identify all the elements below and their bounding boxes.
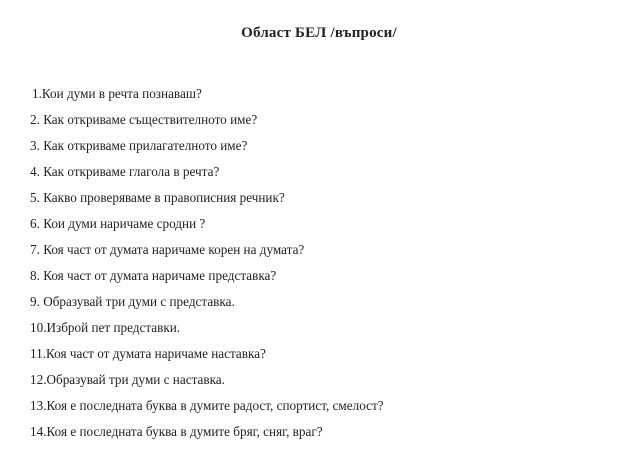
question-list — [30, 84, 384, 448]
question-item: 4. Как откриваме глагола в речта? — [30, 164, 220, 179]
page-title: Област БЕЛ /въпроси/ — [241, 25, 397, 41]
question-item: 10.Изброй пет представки. — [30, 320, 181, 335]
question-item: 14.Коя е последната буква в думите бряг, сняг, враг? — [30, 424, 323, 439]
question-item: 12.Образувай три думи с наставка. — [30, 372, 225, 387]
question-item: 5. Какво проверяваме в правописния речник? — [30, 190, 285, 205]
question-item: 1.Кои думи в речта познаваш? — [32, 86, 202, 101]
question-item: 7. Коя част от думата наричаме корен на думата? — [30, 242, 305, 257]
question-item: 8. Коя част от думата наричаме представка? — [30, 268, 277, 283]
question-item: 13.Коя е последната буква в думите радост, спортист, смелост? — [30, 398, 384, 413]
question-item: 6. Кои думи наричаме сродни ? — [30, 216, 206, 231]
question-item: 2. Как откриваме съществителното име? — [30, 112, 258, 127]
question-item: 9. Образувай три думи с представка. — [30, 294, 235, 309]
question-item: 3. Как откриваме прилагателното име? — [30, 138, 248, 153]
question-item: 11.Коя част от думата наричаме наставка? — [30, 346, 266, 361]
